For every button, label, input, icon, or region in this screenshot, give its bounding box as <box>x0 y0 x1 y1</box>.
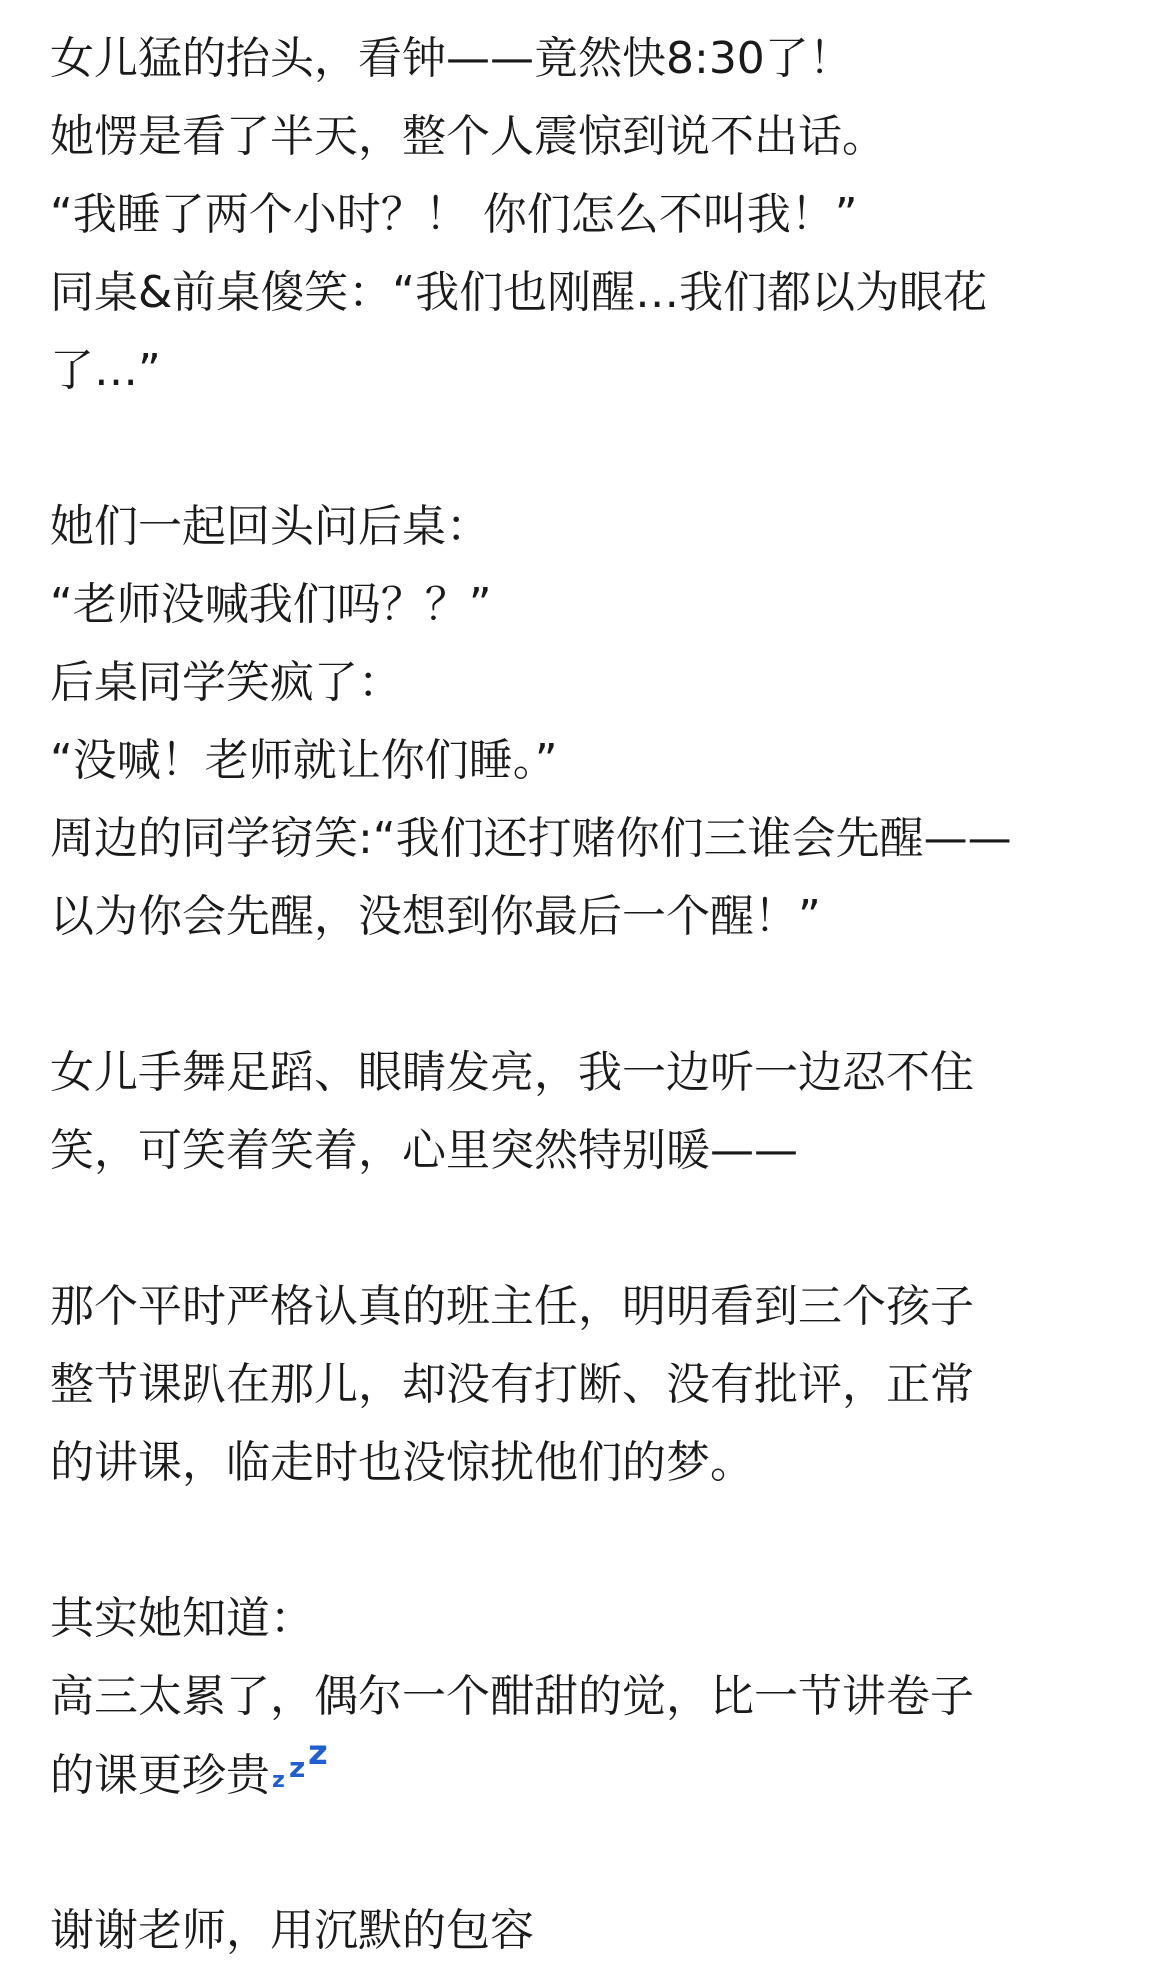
paragraph-line: 那个平时严格认真的班主任，明明看到三个孩子 <box>50 1281 974 1332</box>
paragraph-line: “老师没喊我们吗？？” <box>50 579 492 630</box>
paragraph-line: 了…” <box>50 345 161 396</box>
paragraph-line: 后桌同学笑疯了： <box>50 657 402 708</box>
paragraph-line: “我睡了两个小时？！ 你们怎么不叫我！” <box>50 189 858 240</box>
paragraph-gap <box>50 410 1130 488</box>
paragraph-line: “没喊！老师就让你们睡。” <box>50 735 558 786</box>
paragraph-line: 同桌&前桌傻笑：“我们也刚醒…我们都以为眼花 <box>50 267 988 318</box>
paragraph-gap <box>50 1502 1130 1580</box>
paragraph-gap <box>50 1190 1130 1268</box>
paragraph-line: 笑，可笑着笑着，心里突然特别暖—— <box>50 1125 798 1176</box>
paragraph-gap <box>50 956 1130 1034</box>
paragraph-line: 女儿猛的抬头，看钟——竟然快8:30了！ <box>50 33 853 84</box>
paragraph-line: 谢谢老师，用沉默的包容 <box>50 1905 534 1956</box>
paragraph-line-with-emoji <box>50 1733 1130 1814</box>
paragraph-line: 其实她知道： <box>50 1593 314 1644</box>
sleeping-zzz-icon: z z z <box>272 1733 328 1793</box>
paragraph-line: 周边的同学窃笑:“我们还打赌你们三谁会先醒—— <box>50 813 1012 864</box>
paragraph-line: 的讲课，临走时也没惊扰他们的梦。 <box>50 1437 754 1488</box>
paragraph-line: 女儿手舞足蹈、眼睛发亮，我一边听一边忍不住 <box>50 1047 974 1098</box>
article-body <box>50 20 1130 1970</box>
paragraph-line: 整节课趴在那儿，却没有打断、没有批评，正常 <box>50 1359 974 1410</box>
paragraph-line: 她愣是看了半天，整个人震惊到说不出话。 <box>50 111 886 162</box>
paragraph-line: 高三太累了，偶尔一个酣甜的觉，比一节讲卷子 <box>50 1671 974 1722</box>
paragraph-gap <box>50 1814 1130 1892</box>
paragraph-text: 的课更珍贵 <box>50 1750 270 1801</box>
paragraph-line: 她们一起回头问后桌： <box>50 501 490 552</box>
paragraph-line: 以为你会先醒，没想到你最后一个醒！” <box>50 891 821 942</box>
